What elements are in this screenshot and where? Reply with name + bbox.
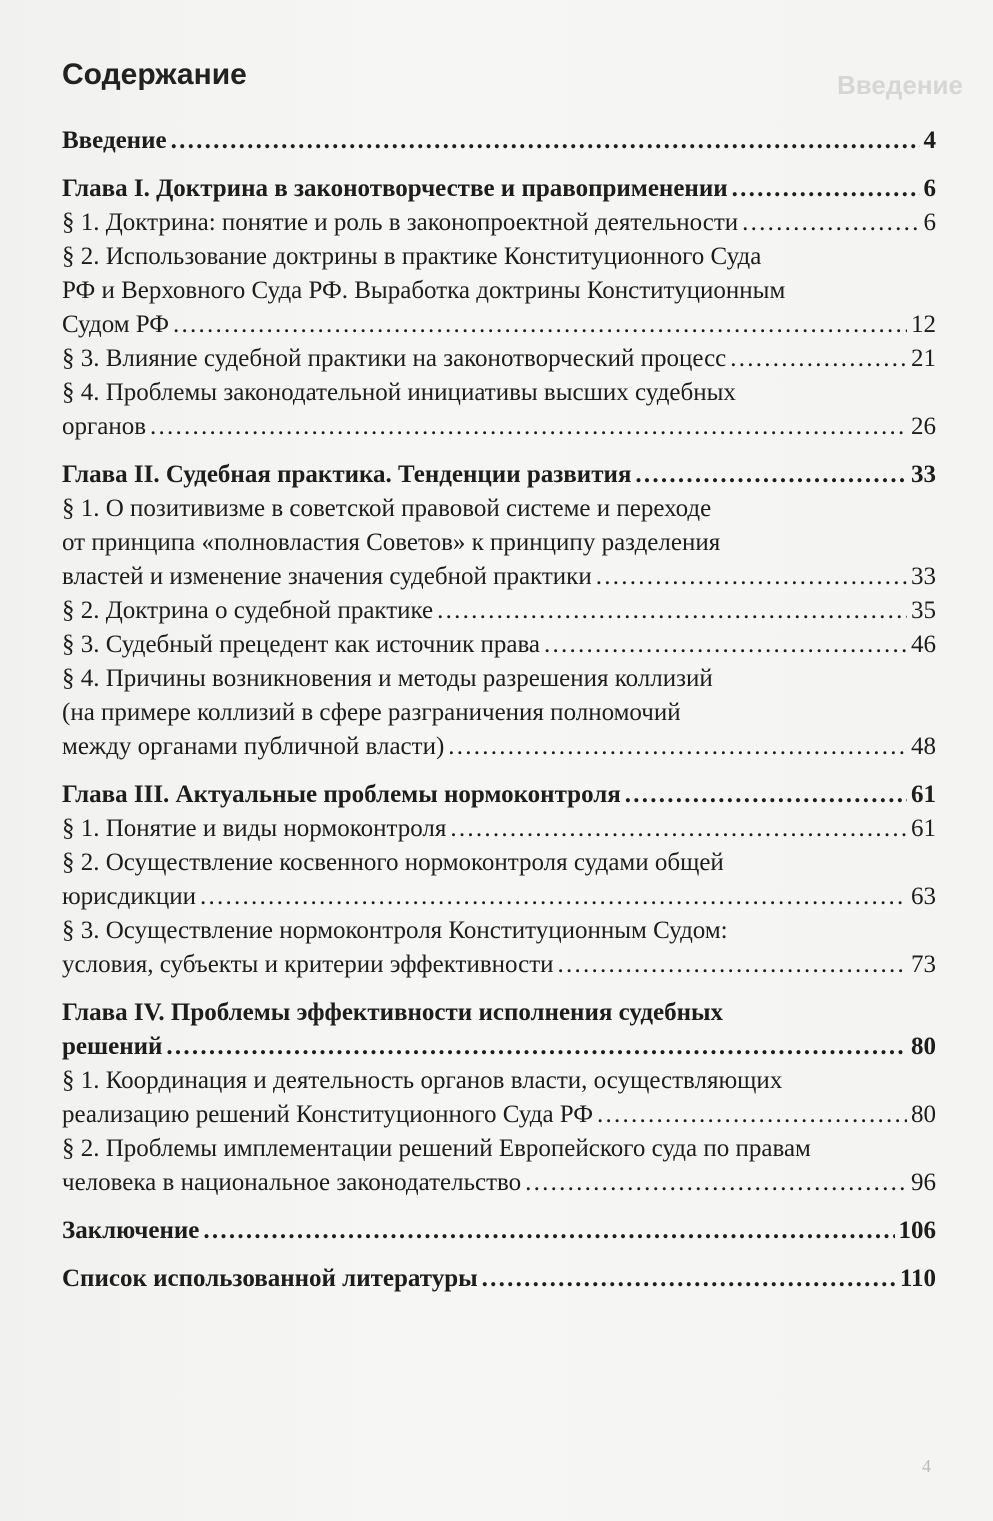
dot-leader bbox=[525, 1166, 907, 1200]
dot-leader bbox=[597, 1098, 907, 1132]
toc-section bbox=[62, 628, 936, 662]
toc-entry-row bbox=[62, 1214, 936, 1248]
toc-entry-line: § 1. Координация и деятельность органов власти, осуществляющих bbox=[62, 1067, 783, 1094]
table-of-contents bbox=[62, 124, 936, 1296]
toc-chapter bbox=[62, 778, 936, 812]
toc-entry-line: § 2. Использование доктрины в практике Конституционного Суда bbox=[62, 243, 762, 270]
toc-entry-title: между органами публичной власти) bbox=[62, 733, 445, 760]
toc-entry-title: решений bbox=[62, 1033, 163, 1060]
toc-entry-row bbox=[62, 342, 936, 376]
toc-entry-title: Судом РФ bbox=[62, 311, 170, 338]
toc-page-number: 61 bbox=[911, 781, 936, 808]
toc-entry-row bbox=[62, 308, 936, 342]
toc-entry-line: РФ и Верховного Суда РФ. Выработка доктрины Конституционным bbox=[62, 277, 786, 304]
toc-section bbox=[62, 492, 936, 594]
toc-page-number: 110 bbox=[899, 1265, 936, 1292]
dot-leader bbox=[437, 594, 907, 628]
toc-page-number: 61 bbox=[911, 815, 936, 842]
toc-entry-title: реализацию решений Конституционного Суда РФ bbox=[62, 1101, 594, 1128]
toc-page-number: 26 bbox=[911, 413, 936, 440]
toc-entry-row bbox=[62, 1098, 936, 1132]
toc-page-number: 6 bbox=[923, 209, 936, 236]
toc-entry-title: властей и изменение значения судебной практики bbox=[62, 563, 592, 590]
toc-entry-title: Глава II. Судебная практика. Тенденции развития bbox=[62, 461, 632, 488]
dot-leader bbox=[730, 342, 907, 376]
dot-leader bbox=[203, 1214, 894, 1248]
toc-entry-line: Глава IV. Проблемы эффективности исполнения судебных bbox=[62, 999, 723, 1026]
toc-page-number: 4 bbox=[923, 127, 936, 154]
toc-entry-title: условия, субъекты и критерии эффективности bbox=[62, 951, 554, 978]
toc-entry-title: Список использованной литературы bbox=[62, 1265, 478, 1292]
toc-page-number: 35 bbox=[911, 597, 936, 624]
toc-section bbox=[62, 1064, 936, 1132]
toc-entry-title: Введение bbox=[62, 127, 167, 154]
toc-entry-line: § 4. Причины возникновения и методы разрешения коллизий bbox=[62, 665, 713, 692]
toc-entry-row bbox=[62, 172, 936, 206]
toc-page-number: 106 bbox=[898, 1217, 936, 1244]
dot-leader bbox=[150, 410, 907, 444]
dot-leader bbox=[742, 206, 919, 240]
dot-leader bbox=[166, 1030, 907, 1064]
toc-entry-row bbox=[62, 778, 936, 812]
toc-entry-row bbox=[62, 206, 936, 240]
dot-leader bbox=[625, 778, 907, 812]
dot-leader bbox=[558, 948, 907, 982]
toc-entry-line: § 2. Проблемы имплементации решений Европейского суда по правам bbox=[62, 1135, 811, 1162]
toc-page-number: 33 bbox=[911, 563, 936, 590]
toc-entry-line: от принципа «полновластия Советов» к принципу разделения bbox=[62, 529, 721, 556]
toc-chapter bbox=[62, 996, 936, 1064]
dot-leader bbox=[171, 124, 920, 158]
toc-chapter bbox=[62, 124, 936, 158]
dot-leader bbox=[635, 458, 907, 492]
toc-section bbox=[62, 1132, 936, 1200]
toc-section bbox=[62, 376, 936, 444]
toc-page-number: 46 bbox=[911, 631, 936, 658]
toc-entry-title: органов bbox=[62, 413, 147, 440]
toc-section bbox=[62, 812, 936, 846]
toc-entry-title: § 1. Доктрина: понятие и роль в законопроектной деятельности bbox=[62, 209, 739, 236]
toc-entry-row bbox=[62, 594, 936, 628]
dot-leader bbox=[173, 308, 907, 342]
dot-leader bbox=[450, 812, 907, 846]
toc-page-number: 80 bbox=[911, 1101, 936, 1128]
toc-entry-title: § 3. Влияние судебной практики на законотворческий процесс bbox=[62, 345, 727, 372]
toc-entry-line: § 3. Осуществление нормоконтроля Конституционным Судом: bbox=[62, 917, 728, 944]
toc-page-number: 73 bbox=[911, 951, 936, 978]
toc-section bbox=[62, 662, 936, 764]
toc-chapter bbox=[62, 1214, 936, 1248]
toc-section bbox=[62, 240, 936, 342]
toc-section bbox=[62, 846, 936, 914]
toc-entry-row bbox=[62, 1166, 936, 1200]
toc-entry-line: § 1. О позитивизме в советской правовой системе и переходе bbox=[62, 495, 712, 522]
toc-entry-title: человека в национальное законодательство bbox=[62, 1169, 522, 1196]
dot-leader bbox=[448, 730, 907, 764]
toc-entry-title: юрисдикции bbox=[62, 883, 197, 910]
toc-page-number: 96 bbox=[911, 1169, 936, 1196]
toc-entry-row bbox=[62, 1262, 936, 1296]
toc-page-number: 21 bbox=[911, 345, 936, 372]
toc-entry-title: § 1. Понятие и виды нормоконтроля bbox=[62, 815, 447, 842]
toc-entry-row bbox=[62, 410, 936, 444]
toc-chapter bbox=[62, 1262, 936, 1296]
toc-page-number: 48 bbox=[911, 733, 936, 760]
toc-entry-title: Заключение bbox=[62, 1217, 200, 1244]
toc-chapter bbox=[62, 458, 936, 492]
toc-entry-title: Глава III. Актуальные проблемы нормоконтроля bbox=[62, 781, 621, 808]
toc-entry-title: § 2. Доктрина о судебной практике bbox=[62, 597, 434, 624]
bleed-through-text: Введение bbox=[837, 70, 963, 100]
toc-section bbox=[62, 206, 936, 240]
toc-entry-row bbox=[62, 124, 936, 158]
dot-leader bbox=[732, 172, 920, 206]
dot-leader bbox=[200, 880, 907, 914]
dot-leader bbox=[482, 1262, 896, 1296]
toc-chapter bbox=[62, 172, 936, 206]
dot-leader bbox=[544, 628, 907, 662]
page-title: Содержание bbox=[62, 58, 247, 91]
toc-entry-row bbox=[62, 730, 936, 764]
toc-entry-row bbox=[62, 1030, 936, 1064]
toc-entry-line: (на примере коллизий в сфере разграничения полномочий bbox=[62, 699, 681, 726]
toc-section bbox=[62, 914, 936, 982]
toc-entry-title: Глава I. Доктрина в законотворчестве и правоприменении bbox=[62, 175, 728, 202]
toc-section bbox=[62, 594, 936, 628]
toc-entry-line: § 2. Осуществление косвенного нормоконтроля судами общей bbox=[62, 849, 724, 876]
toc-entry-title: § 3. Судебный прецедент как источник права bbox=[62, 631, 541, 658]
page-number: 4 bbox=[922, 1456, 931, 1476]
toc-entry-row bbox=[62, 560, 936, 594]
toc-entry-row bbox=[62, 458, 936, 492]
toc-entry-row bbox=[62, 812, 936, 846]
dot-leader bbox=[596, 560, 907, 594]
toc-entry-row bbox=[62, 628, 936, 662]
toc-page-number: 6 bbox=[923, 175, 936, 202]
toc-entry-line: § 4. Проблемы законодательной инициативы высших судебных bbox=[62, 379, 736, 406]
toc-page-number: 33 bbox=[911, 461, 936, 488]
toc-entry-row bbox=[62, 948, 936, 982]
toc-page-number: 80 bbox=[911, 1033, 936, 1060]
toc-section bbox=[62, 342, 936, 376]
toc-entry-row bbox=[62, 880, 936, 914]
toc-page-number: 12 bbox=[911, 311, 936, 338]
toc-page-number: 63 bbox=[911, 883, 936, 910]
